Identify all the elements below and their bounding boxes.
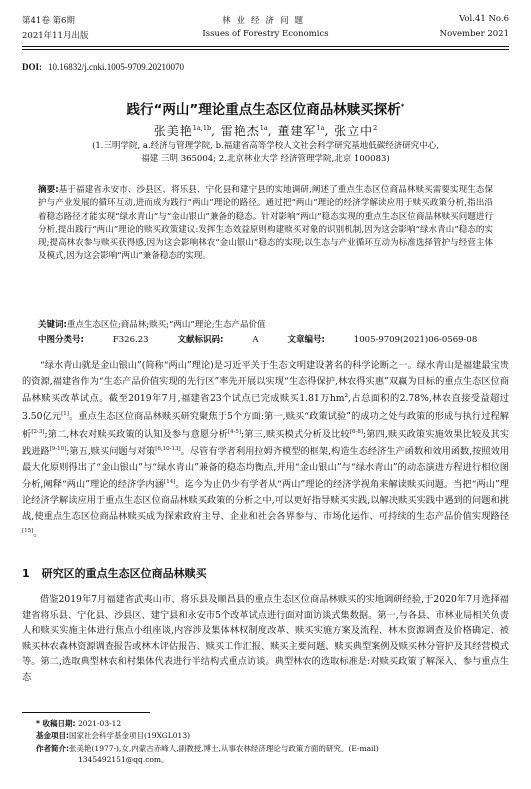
footnote-fund [36,730,506,741]
citation-mark: [6-8] [349,428,364,435]
clc-code [38,335,149,345]
paragraph-text: 。迄今为止仍少有学者从“两山”理论的经济学视角来解读赎买问题。当把“两山”理论经济学解读应用于重点生态区位商品林赎买政策的分析之中,可以更好指导赎买实践,以解决赎买实践中遇到的问题和挑战,使重点生态区位商品林赎买成为探索政府主导、企业和社会各界参与、市场化运作、可持续的生态产品价值实现路径 [22,479,509,522]
paragraph-text: ;第四,赎买政策实施效果比较及其实践进路 [22,428,510,458]
author-affiliation-mark: 2 [373,124,378,132]
keywords [38,318,493,330]
received-date: 2021-03-12 [77,719,122,728]
author-bio-label: 作者简介: [36,744,69,753]
paragraph-text: 。 [33,528,43,540]
doi-label: DOI: [22,62,42,72]
running-header [22,14,509,44]
fund-label: 基金项目: [36,731,69,740]
document-code [177,335,258,345]
classification-line [38,333,508,345]
article-title [0,98,531,118]
article-label: 文章编号: [287,335,325,345]
abstract-text: 基于福建省永安市、沙县区、将乐县、宁化县和建宁县的实地调研,阐述了重点生态区位商品林赎买需要实现生态保护与产业发展的循环互动,进而成为践行“两山”理论的路径。通过把“两山”理论的经济学解读应用于赎买政策分析,指出沿着稳态路径才能实现“绿水青山”与“金山银山”兼备的稳态。针对影响“两山”稳态实现的重点生态区位商品林赎买问题进行分析,提出践行“两山”理论的赎买政策建议:发挥生态效益原则构建赎买对象的识别机制,因为这会影响“绿水青山”稳态的实现;提高林农参与赎买获得感,因为这会影响林农“金山银山”稳态的实现;以生态与产业循环互动为标准选择管护与经营主体及模式,因为这会影响“两山”兼备稳态的实现。 [38,185,493,262]
citation-mark: 2 [344,393,349,400]
journal-name-cn: 林业经济问题 [221,16,310,26]
section-number: 1 [22,567,30,580]
citation-mark: [6,10-13] [155,446,181,453]
author-email: 1345492151@qq.com。 [78,755,169,764]
abstract [38,184,493,264]
affiliation-line: 福建 三明 365004; 2.北京林业大学 经济管理学院,北京 100083) [141,154,390,164]
title-text: 践行“两山”理论重点生态区位商品林赎买探析 [126,102,401,118]
paragraph-text: ;第三,赎买模式分析及比较 [241,428,350,440]
paragraph-text: ;第二,林农对赎买政策的认知及参与意愿分析 [44,428,228,440]
received-label: * 收稿日期: [36,719,76,728]
paragraph-text: 。尽管有学者利用拉姆齐模型的框架,构造生态经济生产函数和效用函数,按照效用最大化原则得出了“金山银山”与“绿水青山”兼备的稳态均衡点,并用“金山银山”与“绿水青山”的动态演进方程进行相位图分析,阐释“两山”理论的经济学内涵 [22,446,510,491]
doi-line [22,62,184,72]
header-rule-thin [22,49,509,50]
volume-issue: 第41卷 第6期 [22,16,75,26]
citation-mark: [15] [22,528,34,535]
author-affiliation-mark: 1a,1b [192,124,212,132]
doc-value: A [252,335,259,345]
author-affiliation-mark: 1a [316,124,325,132]
section-heading [22,565,207,581]
article-number [287,335,477,345]
footnote-author [36,743,506,765]
clc-value: F326.23 [112,335,149,345]
author-affiliation-mark: 1a [259,124,268,132]
section-title: 研究区的重点生态区位商品林赎买 [41,567,207,580]
footnote-received [36,718,506,729]
paragraph-text: ;第五,赎买问题与对策 [66,446,156,458]
clc-label: 中图分类号: [38,335,84,345]
citation-mark: [9-10] [49,446,67,453]
author-list: 张美艳$^{1a,1b}$, 雷艳杰$^{1a}$, 董建军$^{1a}$, 张立中$^2$ [153,124,378,138]
citation-mark: [14] [164,479,176,486]
footnote-rule [22,712,150,713]
header-rule [22,46,509,47]
abstract-label: 摘要: [38,185,59,195]
fund-value: 国家社会科学基金项目(19XGL013) [69,731,191,740]
author-bio: 张美艳(1977-),女,内蒙古赤峰人,副教授,博士,从事农林经济理论与政策方面的研究。(E-mail) [69,744,379,753]
section-paragraph: 借鉴2019年7月福建省武夷山市、将乐县及顺昌县的重点生态区位商品林赎买的实地调研经验,于2020年7月选择福建省将乐县、宁化县、沙县区、建宁县和永安市5个改革试点进行面对面访谈式集数据。第一,与各县、市林业局相关负责人和赎买实施主体进行焦点小组座谈,内容涉及集体林权制度改革、赎买实施方案及流程、林木资源调查及价格确定、被赎买林农森林资源调查报告或林木评估报告、赎买工作汇报、赎买主要问题、赎买典型案例及赎买林分管护及其经营模式等。第二,选取典型林农和村集体代表进行半结构式重点访谈。典型林农的选取标准是:对赎买政策了解深入、参与重点生态 [22,594,509,683]
paragraph-text: “绿水青山就是金山银山”(简称“两山”理论)是习近平关于生态文明建设著名的科学论断之一。绿水青山是福建最宝贵的资源,福建省作为“生态产品价值实现的先行区”率先开展以实现“生态得保护,林农得实惠”双赢为目标的重点生态区位商品林赎买改革试点。截至2019年7月,福建省23个试点已完成赎买1.81万hm [22,360,509,405]
affiliations [55,140,476,166]
publication-date-en: November 2021 [439,29,509,39]
author-name: 雷艳杰 [220,124,260,138]
doi-value: 10.16832/j.cnki.1005-9709.20210070 [48,62,184,72]
paragraph-text: 。重点生态区位商品林赎买研究聚焦于5个方面:第一,赎买“政策试验”的成功之处与政策的形成与执行过程解析 [22,410,509,440]
keywords-text: 重点生态区位;商品林;赎买;“两山”理论;生态产品价值 [66,320,266,330]
citation-mark: [4-5] [227,428,242,435]
paragraph-text: ,占总面积的2.78%,林农直接受益超过3.50亿元 [22,393,509,422]
author-name: 张美艳 [153,124,193,138]
author-name: 董建军 [277,124,317,138]
title-footnote-mark: * [400,102,405,111]
affiliation-line: (1.三明学院, a.经济与管理学院, b.福建省高等学校人文社会科学研究基地低碳经济研究中心, [92,141,439,151]
keywords-label: 关键词: [38,320,67,330]
doc-label: 文献标识码: [177,335,224,345]
journal-name-en: Issues of Forestry Economics [202,29,329,39]
volume-issue-en: Vol.41 No.6 [459,14,509,24]
publication-date: 2021年11月出版 [22,31,89,41]
citation-mark: [2-3] [31,428,45,435]
author-name: 张立中 [334,124,374,138]
article-value: 1005-9709(2021)06-0569-08 [353,335,478,345]
intro-paragraph [22,358,509,542]
citation-mark: [1] [61,410,69,417]
